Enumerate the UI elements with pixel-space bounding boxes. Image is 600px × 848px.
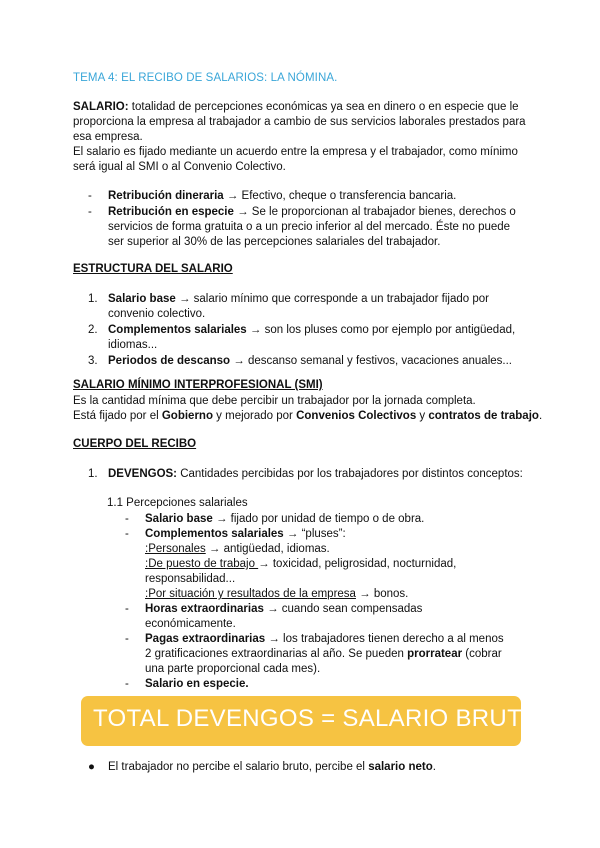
list-item: [125, 527, 505, 602]
contratos-term: contratos de trabajo: [428, 410, 539, 422]
plus-text: → toxicidad, peligrosidad, nocturnidad, responsabilidad...: [145, 558, 457, 585]
item-text: → Efectivo, cheque o transferencia bancaria.: [223, 190, 457, 202]
dash-marker: -: [125, 528, 129, 540]
dash-marker: -: [125, 603, 129, 615]
plus-label: :Personales: [145, 543, 206, 555]
list-item: [125, 677, 505, 692]
item-term: Retribución en especie: [108, 206, 234, 218]
item-text: → fijado por unidad de tiempo o de obra.: [212, 513, 425, 525]
dash-marker: -: [125, 633, 129, 645]
list-item: [88, 467, 528, 482]
plus-personales: [145, 542, 505, 557]
devengos-text: Cantidades percibidas por los trabajadores por distintos conceptos:: [177, 468, 523, 480]
final-bullet: [88, 760, 548, 775]
dash-marker: -: [88, 206, 92, 218]
item-text: (cobrar una parte proporcional cada mes).: [145, 648, 502, 675]
smi-line-2: [73, 409, 543, 424]
list-item: [88, 189, 528, 204]
text-span: y: [416, 410, 429, 422]
number-marker: 1.: [88, 468, 98, 480]
dash-marker: -: [125, 678, 129, 690]
smi-line-1: Es la cantidad mínima que debe percibir un trabajador por la jornada completa.: [73, 395, 476, 407]
number-marker: 2.: [88, 324, 98, 336]
item-text: → cuando sean compensadas económicamente.: [145, 603, 423, 630]
dash-marker: -: [88, 190, 92, 202]
convenios-term: Convenios Colectivos: [296, 410, 417, 422]
number-marker: 3.: [88, 355, 98, 367]
list-item: [88, 205, 528, 250]
item-text: → los trabajadores tienen derecho a al menos 2 gratificaciones extraordinarias al año. Se pueden: [145, 633, 504, 660]
salario-fixed-text: El salario es fijado mediante un acuerdo entre la empresa y el trabajador, como mínimo será igual al SMI o al Convenio Colectivo.: [73, 146, 518, 173]
item-term: Retribución dineraria: [108, 190, 224, 202]
item-text: → son los pluses como por ejemplo por antigüedad, idiomas...: [108, 324, 516, 351]
plus-puesto: [145, 557, 505, 587]
item-text: → “pluses”:: [283, 528, 346, 540]
item-term: Salario base: [108, 293, 176, 305]
devengos-term: DEVENGOS:: [108, 468, 178, 480]
list-item: [125, 632, 505, 677]
text-span: Está fijado por el: [73, 410, 162, 422]
bullet-text: El trabajador no percibe el salario bruto, percibe el: [108, 761, 369, 773]
cuerpo-heading: CUERPO DEL RECIBO: [73, 438, 197, 450]
item-term: Horas extraordinarias: [145, 603, 264, 615]
item-term: Complementos salariales: [108, 324, 247, 336]
estructura-heading: ESTRUCTURA DEL SALARIO: [73, 263, 233, 275]
plus-text: → bonos.: [355, 588, 409, 600]
percepciones-subheading: 1.1 Percepciones salariales: [107, 497, 248, 509]
banner-text: TOTAL DEVENGOS = SALARIO BRUTO: [93, 705, 541, 732]
plus-text: → antigüedad, idiomas.: [205, 543, 330, 555]
item-term: Periodos de descanso: [108, 355, 231, 367]
item-term: Complementos salariales: [145, 528, 284, 540]
salario-neto-term: salario neto: [368, 761, 433, 773]
plus-situacion: [145, 587, 505, 602]
item-term: Pagas extraordinarias: [145, 633, 266, 645]
salario-definition-text: totalidad de percepciones económicas ya sea en dinero o en especie que le proporciona la empresa al trabajador a cambio de sus servicios laborales prestados para esa empresa.: [73, 101, 526, 143]
total-devengos-banner: [81, 696, 541, 746]
bullet-text-end: .: [432, 761, 436, 773]
list-item: [125, 512, 505, 527]
salario-term: SALARIO:: [73, 101, 129, 113]
item-text: → descanso semanal y festivos, vacaciones anuales...: [230, 355, 512, 367]
text-span: .: [538, 410, 543, 422]
item-term: Salario base: [145, 513, 213, 525]
item-text: → salario mínimo que corresponde a un trabajador fijado por convenio colectivo.: [108, 293, 489, 320]
item-term: Salario en especie.: [145, 678, 249, 690]
devengos-list: [88, 467, 528, 483]
retribution-types-list: [88, 189, 528, 251]
salario-definition: [73, 100, 531, 145]
list-item: [125, 602, 505, 632]
plus-label: :De puesto de trabajo: [145, 558, 259, 570]
page-title: TEMA 4: EL RECIBO DE SALARIOS: LA NÓMINA.: [73, 72, 338, 84]
item-text: → Se le proporcionan al trabajador bienes, derechos o servicios de forma gratuita o a un precio inferior al del mercado. Éste no puede ser superior al 30% de las percepciones salariales del trabajador.: [108, 206, 516, 248]
list-item: [88, 292, 528, 322]
dash-marker: -: [125, 513, 129, 525]
plus-label: :Por situación y resultados de la empresa: [145, 588, 356, 600]
prorratear-term: prorratear: [407, 648, 463, 660]
percepciones-list: [125, 512, 505, 692]
smi-heading: SALARIO MÍNIMO INTERPROFESIONAL (SMI): [73, 379, 323, 391]
gobierno-term: Gobierno: [161, 410, 213, 422]
list-item: [88, 354, 528, 369]
list-item: [88, 323, 528, 353]
number-marker: 1.: [88, 293, 98, 305]
bullet-marker: ●: [88, 761, 95, 773]
estructura-list: [88, 292, 528, 370]
text-span: y mejorado por: [212, 410, 297, 422]
